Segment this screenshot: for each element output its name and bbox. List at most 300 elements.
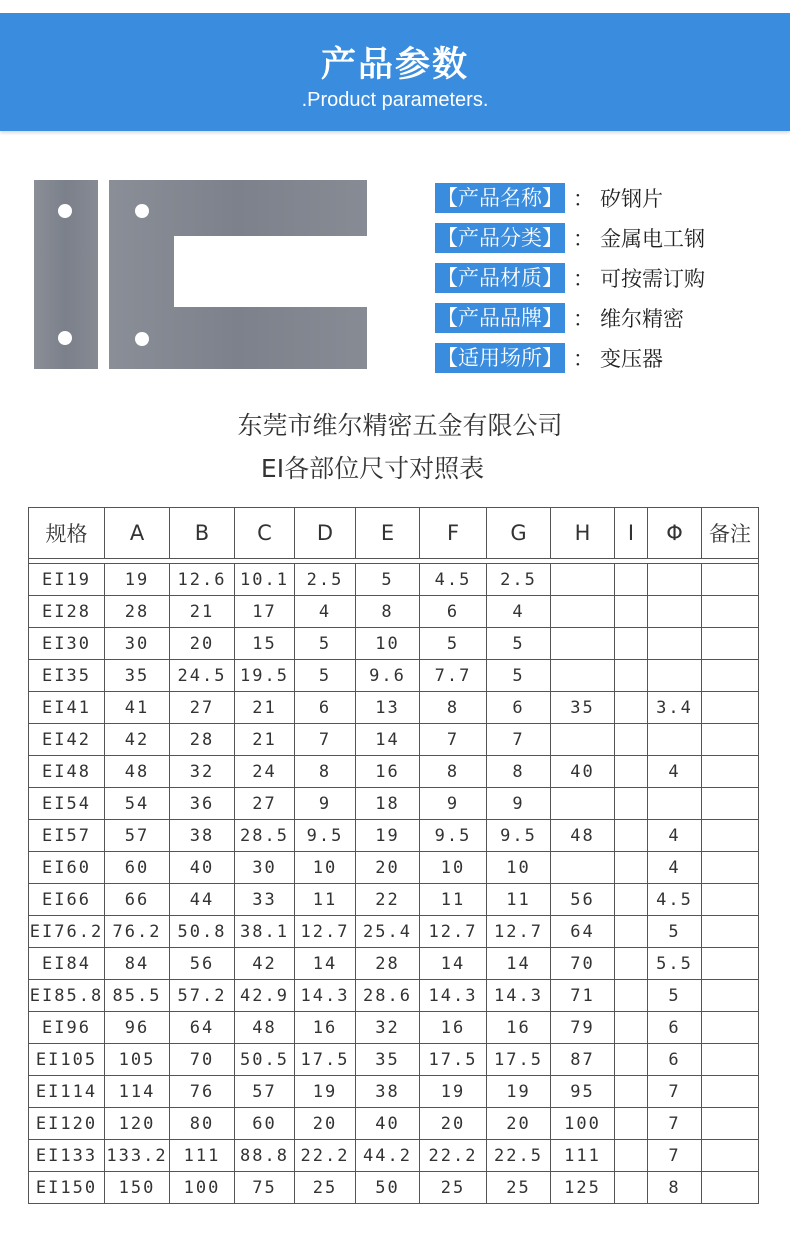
dimension-cell: 22.2 <box>295 1140 356 1172</box>
dimension-cell: 20 <box>487 1108 551 1140</box>
column-header: E <box>356 508 420 559</box>
dimension-cell: 12.7 <box>487 916 551 948</box>
dimension-cell: 15 <box>235 628 295 660</box>
dimension-cell: 17.5 <box>295 1044 356 1076</box>
dimension-cell: 30 <box>105 628 170 660</box>
dimension-cell: 36 <box>170 788 235 820</box>
spec-label: 【产品品牌】 <box>435 303 565 333</box>
i-lamination-image <box>34 180 98 369</box>
dimension-cell: 7 <box>295 724 356 756</box>
table-row <box>29 980 759 1012</box>
dimension-cell: 10 <box>487 852 551 884</box>
spec-value: 变压器 <box>600 347 663 371</box>
dimension-cell: 105 <box>105 1044 170 1076</box>
dimension-cell: 4 <box>648 820 702 852</box>
dimension-cell: 8 <box>356 596 420 628</box>
model-cell: EI48 <box>29 756 105 788</box>
column-header: H <box>551 508 615 559</box>
dimension-cell: 5 <box>420 628 487 660</box>
dimension-cell: 19 <box>420 1076 487 1108</box>
spec-colon: ： <box>573 347 594 371</box>
column-header: F <box>420 508 487 559</box>
model-cell: EI30 <box>29 628 105 660</box>
dimension-cell: 6 <box>648 1012 702 1044</box>
dimension-cell: 2.5 <box>295 564 356 596</box>
model-cell: EI85.8 <box>29 980 105 1012</box>
table-row <box>29 884 759 916</box>
dimension-cell <box>551 724 615 756</box>
dimension-cell <box>615 628 648 660</box>
table-row <box>29 724 759 756</box>
model-cell: EI66 <box>29 884 105 916</box>
model-cell: EI120 <box>29 1108 105 1140</box>
table-row <box>29 1140 759 1172</box>
dimension-cell: 9.5 <box>487 820 551 852</box>
dimension-cell <box>615 1108 648 1140</box>
spec-value: 可按需订购 <box>600 267 705 291</box>
dimension-cell: 6 <box>295 692 356 724</box>
mounting-hole <box>58 331 72 345</box>
dimension-cell: 25.4 <box>356 916 420 948</box>
table-row <box>29 692 759 724</box>
dimension-cell <box>615 756 648 788</box>
dimension-cell <box>615 1172 648 1204</box>
dimension-cell <box>702 1076 759 1108</box>
dimension-cell: 27 <box>235 788 295 820</box>
dimension-cell <box>702 660 759 692</box>
dimension-cell <box>615 660 648 692</box>
dimension-cell <box>702 788 759 820</box>
dimension-cell: 9.5 <box>420 820 487 852</box>
dimension-cell: 28 <box>356 948 420 980</box>
dimension-cell: 38.1 <box>235 916 295 948</box>
spec-value: 金属电工钢 <box>600 227 705 251</box>
dimension-cell: 71 <box>551 980 615 1012</box>
spec-label: 【产品材质】 <box>435 263 565 293</box>
dimension-cell <box>615 980 648 1012</box>
dimension-cell <box>702 1044 759 1076</box>
dimension-cell: 80 <box>170 1108 235 1140</box>
column-header: A <box>105 508 170 559</box>
dimension-cell: 19 <box>356 820 420 852</box>
dimension-cell <box>702 948 759 980</box>
dimension-cell <box>702 980 759 1012</box>
dimension-cell: 27 <box>170 692 235 724</box>
dimension-cell: 19 <box>487 1076 551 1108</box>
column-header: I <box>615 508 648 559</box>
dimension-cell: 42.9 <box>235 980 295 1012</box>
dimension-cell <box>702 1108 759 1140</box>
column-header: G <box>487 508 551 559</box>
spec-row-application <box>435 343 663 373</box>
spec-label: 【产品分类】 <box>435 223 565 253</box>
column-header: B <box>170 508 235 559</box>
dimension-cell: 21 <box>170 596 235 628</box>
dimension-cell: 25 <box>295 1172 356 1204</box>
table-row <box>29 1108 759 1140</box>
dimension-cell: 6 <box>420 596 487 628</box>
dimension-cell: 16 <box>420 1012 487 1044</box>
spec-colon: ： <box>573 267 594 291</box>
dimension-cell <box>615 916 648 948</box>
table-row <box>29 564 759 596</box>
dimension-cell <box>702 724 759 756</box>
dimension-cell <box>702 564 759 596</box>
dimension-cell: 5 <box>295 660 356 692</box>
dimension-cell: 100 <box>551 1108 615 1140</box>
mounting-hole <box>58 204 72 218</box>
dimension-cell: 125 <box>551 1172 615 1204</box>
dimension-cell: 96 <box>105 1012 170 1044</box>
spec-label: 【产品名称】 <box>435 183 565 213</box>
dimension-cell <box>551 596 615 628</box>
model-cell: EI133 <box>29 1140 105 1172</box>
dimension-cell: 48 <box>105 756 170 788</box>
table-title: EI各部位尺寸对照表 <box>260 454 485 483</box>
dimension-cell: 50.8 <box>170 916 235 948</box>
dimension-cell: 111 <box>170 1140 235 1172</box>
dimension-cell: 88.8 <box>235 1140 295 1172</box>
model-cell: EI57 <box>29 820 105 852</box>
spec-row-category <box>435 223 705 253</box>
spec-colon: ： <box>573 187 594 211</box>
table-row <box>29 1076 759 1108</box>
dimension-cell: 4 <box>487 596 551 628</box>
model-cell: EI114 <box>29 1076 105 1108</box>
dimension-cell: 7 <box>648 1076 702 1108</box>
dimension-cell: 3.4 <box>648 692 702 724</box>
dimension-cell: 8 <box>420 692 487 724</box>
column-header: Φ <box>648 508 702 559</box>
dimension-cell: 22.2 <box>420 1140 487 1172</box>
dimension-cell: 7 <box>648 1140 702 1172</box>
dimension-cell: 20 <box>170 628 235 660</box>
dimension-cell: 5 <box>487 660 551 692</box>
dimension-cell: 100 <box>170 1172 235 1204</box>
spec-value: 维尔精密 <box>600 307 684 331</box>
dimension-cell: 9.6 <box>356 660 420 692</box>
dimension-cell: 5 <box>356 564 420 596</box>
dimension-cell: 7 <box>420 724 487 756</box>
dimension-cell: 16 <box>487 1012 551 1044</box>
dimension-cell <box>615 1140 648 1172</box>
dimension-cell: 9 <box>487 788 551 820</box>
dimension-cell <box>615 1076 648 1108</box>
dimension-cell: 12.7 <box>420 916 487 948</box>
dimension-cell <box>615 596 648 628</box>
dimension-cell: 33 <box>235 884 295 916</box>
dimension-cell: 11 <box>487 884 551 916</box>
dimension-cell <box>551 628 615 660</box>
table-row <box>29 596 759 628</box>
dimension-cell <box>648 660 702 692</box>
dimension-cell: 13 <box>356 692 420 724</box>
spec-row-material <box>435 263 705 293</box>
dimension-cell: 66 <box>105 884 170 916</box>
page-title: 产品参数 <box>320 45 469 85</box>
dimension-cell: 11 <box>295 884 356 916</box>
company-name: 东莞市维尔精密五金有限公司 <box>237 411 563 440</box>
table-row <box>29 1012 759 1044</box>
table-row <box>29 852 759 884</box>
spec-label: 【适用场所】 <box>435 343 565 373</box>
model-cell: EI76.2 <box>29 916 105 948</box>
dimension-cell: 32 <box>356 1012 420 1044</box>
dimension-cell <box>702 1012 759 1044</box>
dimension-cell <box>702 820 759 852</box>
dimension-cell: 57 <box>235 1076 295 1108</box>
dimension-cell: 18 <box>356 788 420 820</box>
dimension-cell: 14.3 <box>295 980 356 1012</box>
dimension-cell: 95 <box>551 1076 615 1108</box>
dimension-cell: 14 <box>420 948 487 980</box>
dimension-cell: 4.5 <box>420 564 487 596</box>
dimension-cell: 6 <box>487 692 551 724</box>
dimension-cell: 14 <box>356 724 420 756</box>
dimension-cell: 5 <box>487 628 551 660</box>
dimension-cell: 28.6 <box>356 980 420 1012</box>
dimension-cell <box>648 628 702 660</box>
dimension-cell <box>615 884 648 916</box>
dimension-cell <box>615 692 648 724</box>
dimension-cell: 11 <box>420 884 487 916</box>
model-cell: EI41 <box>29 692 105 724</box>
model-cell: EI150 <box>29 1172 105 1204</box>
dimension-cell: 28.5 <box>235 820 295 852</box>
dimension-cell: 60 <box>105 852 170 884</box>
dimension-cell: 8 <box>420 756 487 788</box>
dimension-cell: 84 <box>105 948 170 980</box>
dimension-cell: 60 <box>235 1108 295 1140</box>
dimension-cell <box>702 596 759 628</box>
dimension-cell: 21 <box>235 692 295 724</box>
dimension-cell: 25 <box>420 1172 487 1204</box>
dimension-cell: 20 <box>420 1108 487 1140</box>
model-cell: EI105 <box>29 1044 105 1076</box>
table-row <box>29 1044 759 1076</box>
dimension-cell: 8 <box>648 1172 702 1204</box>
dimension-cell: 76 <box>170 1076 235 1108</box>
model-cell: EI96 <box>29 1012 105 1044</box>
table-row <box>29 756 759 788</box>
dimension-cell: 42 <box>105 724 170 756</box>
dimension-cell: 87 <box>551 1044 615 1076</box>
dimension-cell: 7 <box>648 1108 702 1140</box>
table-row <box>29 1172 759 1204</box>
dimension-cell <box>615 564 648 596</box>
dimension-cell: 120 <box>105 1108 170 1140</box>
dimension-cell: 41 <box>105 692 170 724</box>
dimension-cell: 40 <box>356 1108 420 1140</box>
dimension-cell: 64 <box>170 1012 235 1044</box>
dimension-cell: 54 <box>105 788 170 820</box>
dimension-cell: 20 <box>356 852 420 884</box>
dimension-cell <box>702 756 759 788</box>
spec-colon: ： <box>573 227 594 251</box>
dimension-cell <box>615 948 648 980</box>
dimension-cell: 20 <box>295 1108 356 1140</box>
dimension-cell: 24.5 <box>170 660 235 692</box>
dimension-cell: 14.3 <box>420 980 487 1012</box>
column-header: C <box>235 508 295 559</box>
spec-colon: ： <box>573 307 594 331</box>
dimension-cell: 19 <box>105 564 170 596</box>
dimension-cell: 4 <box>295 596 356 628</box>
spec-row-name <box>435 183 663 213</box>
e-lamination-image <box>109 180 367 369</box>
dimension-cell: 12.7 <box>295 916 356 948</box>
dimension-cell: 14 <box>487 948 551 980</box>
dimension-cell: 5 <box>295 628 356 660</box>
dimension-cell: 79 <box>551 1012 615 1044</box>
dimension-cell: 14 <box>295 948 356 980</box>
dimension-cell <box>615 788 648 820</box>
model-cell: EI42 <box>29 724 105 756</box>
dimension-cell <box>648 788 702 820</box>
column-header: 备注 <box>702 508 759 559</box>
dimension-cell <box>615 1012 648 1044</box>
dimension-cell: 17.5 <box>487 1044 551 1076</box>
dimension-cell: 70 <box>170 1044 235 1076</box>
table-row <box>29 660 759 692</box>
dimension-cell: 64 <box>551 916 615 948</box>
dimension-cell <box>615 1044 648 1076</box>
dimension-cell <box>615 852 648 884</box>
dimension-cell: 28 <box>170 724 235 756</box>
dimension-cell: 8 <box>295 756 356 788</box>
dimension-cell: 85.5 <box>105 980 170 1012</box>
dimension-cell: 19.5 <box>235 660 295 692</box>
dimension-cell: 7 <box>487 724 551 756</box>
dimension-cell <box>702 916 759 948</box>
dimension-cell <box>551 852 615 884</box>
dimension-cell: 44.2 <box>356 1140 420 1172</box>
dimension-table <box>28 507 759 1204</box>
header-banner <box>0 13 790 131</box>
dimension-cell: 35 <box>551 692 615 724</box>
page-subtitle: .Product parameters. <box>301 89 489 111</box>
dimension-cell: 8 <box>487 756 551 788</box>
dimension-cell: 50.5 <box>235 1044 295 1076</box>
dimension-cell <box>702 1172 759 1204</box>
dimension-cell: 40 <box>551 756 615 788</box>
spec-row-brand <box>435 303 684 333</box>
dimension-cell: 57.2 <box>170 980 235 1012</box>
dimension-cell <box>551 564 615 596</box>
dimension-cell <box>615 724 648 756</box>
dimension-cell: 10.1 <box>235 564 295 596</box>
dimension-cell: 16 <box>295 1012 356 1044</box>
dimension-cell: 14.3 <box>487 980 551 1012</box>
dimension-cell: 9.5 <box>295 820 356 852</box>
dimension-cell: 16 <box>356 756 420 788</box>
dimension-cell: 28 <box>105 596 170 628</box>
table-row <box>29 820 759 852</box>
dimension-cell: 133.2 <box>105 1140 170 1172</box>
model-cell: EI60 <box>29 852 105 884</box>
spec-value: 矽钢片 <box>600 187 663 211</box>
table-row <box>29 628 759 660</box>
dimension-cell: 17.5 <box>420 1044 487 1076</box>
dimension-cell: 56 <box>551 884 615 916</box>
dimension-cell <box>702 852 759 884</box>
dimension-cell: 56 <box>170 948 235 980</box>
dimension-cell: 32 <box>170 756 235 788</box>
dimension-cell: 4.5 <box>648 884 702 916</box>
dimension-cell: 40 <box>170 852 235 884</box>
model-cell: EI54 <box>29 788 105 820</box>
column-header: D <box>295 508 356 559</box>
dimension-cell: 22.5 <box>487 1140 551 1172</box>
dimension-cell: 76.2 <box>105 916 170 948</box>
dimension-cell: 2.5 <box>487 564 551 596</box>
model-cell: EI84 <box>29 948 105 980</box>
dimension-cell: 5.5 <box>648 948 702 980</box>
dimension-cell <box>551 660 615 692</box>
dimension-cell: 7.7 <box>420 660 487 692</box>
dimension-cell: 57 <box>105 820 170 852</box>
dimension-cell: 50 <box>356 1172 420 1204</box>
dimension-cell <box>551 788 615 820</box>
dimension-cell: 21 <box>235 724 295 756</box>
dimension-cell: 42 <box>235 948 295 980</box>
dimension-cell: 44 <box>170 884 235 916</box>
table-header-row <box>29 508 759 559</box>
dimension-cell <box>648 724 702 756</box>
dimension-cell: 4 <box>648 756 702 788</box>
dimension-cell: 35 <box>105 660 170 692</box>
dimension-cell: 5 <box>648 916 702 948</box>
dimension-cell: 9 <box>295 788 356 820</box>
table-row <box>29 916 759 948</box>
dimension-cell: 19 <box>295 1076 356 1108</box>
dimension-cell: 111 <box>551 1140 615 1172</box>
dimension-cell: 10 <box>420 852 487 884</box>
dimension-cell: 12.6 <box>170 564 235 596</box>
dimension-cell <box>648 564 702 596</box>
dimension-cell: 10 <box>295 852 356 884</box>
model-cell: EI28 <box>29 596 105 628</box>
dimension-cell: 24 <box>235 756 295 788</box>
table-row <box>29 948 759 980</box>
dimension-cell: 30 <box>235 852 295 884</box>
dimension-cell <box>648 596 702 628</box>
dimension-cell: 4 <box>648 852 702 884</box>
dimension-cell: 48 <box>235 1012 295 1044</box>
dimension-cell: 10 <box>356 628 420 660</box>
dimension-cell <box>702 1140 759 1172</box>
dimension-cell: 5 <box>648 980 702 1012</box>
column-header: 规格 <box>29 508 105 559</box>
model-cell: EI35 <box>29 660 105 692</box>
dimension-cell: 70 <box>551 948 615 980</box>
dimension-cell: 9 <box>420 788 487 820</box>
dimension-cell: 22 <box>356 884 420 916</box>
dimension-cell: 6 <box>648 1044 702 1076</box>
table-row <box>29 788 759 820</box>
dimension-cell <box>702 692 759 724</box>
dimension-cell: 38 <box>170 820 235 852</box>
dimension-cell: 150 <box>105 1172 170 1204</box>
model-cell: EI19 <box>29 564 105 596</box>
dimension-cell <box>615 820 648 852</box>
dimension-cell: 17 <box>235 596 295 628</box>
dimension-cell: 48 <box>551 820 615 852</box>
dimension-cell: 35 <box>356 1044 420 1076</box>
dimension-cell <box>702 884 759 916</box>
dimension-cell: 75 <box>235 1172 295 1204</box>
dimension-cell <box>702 628 759 660</box>
